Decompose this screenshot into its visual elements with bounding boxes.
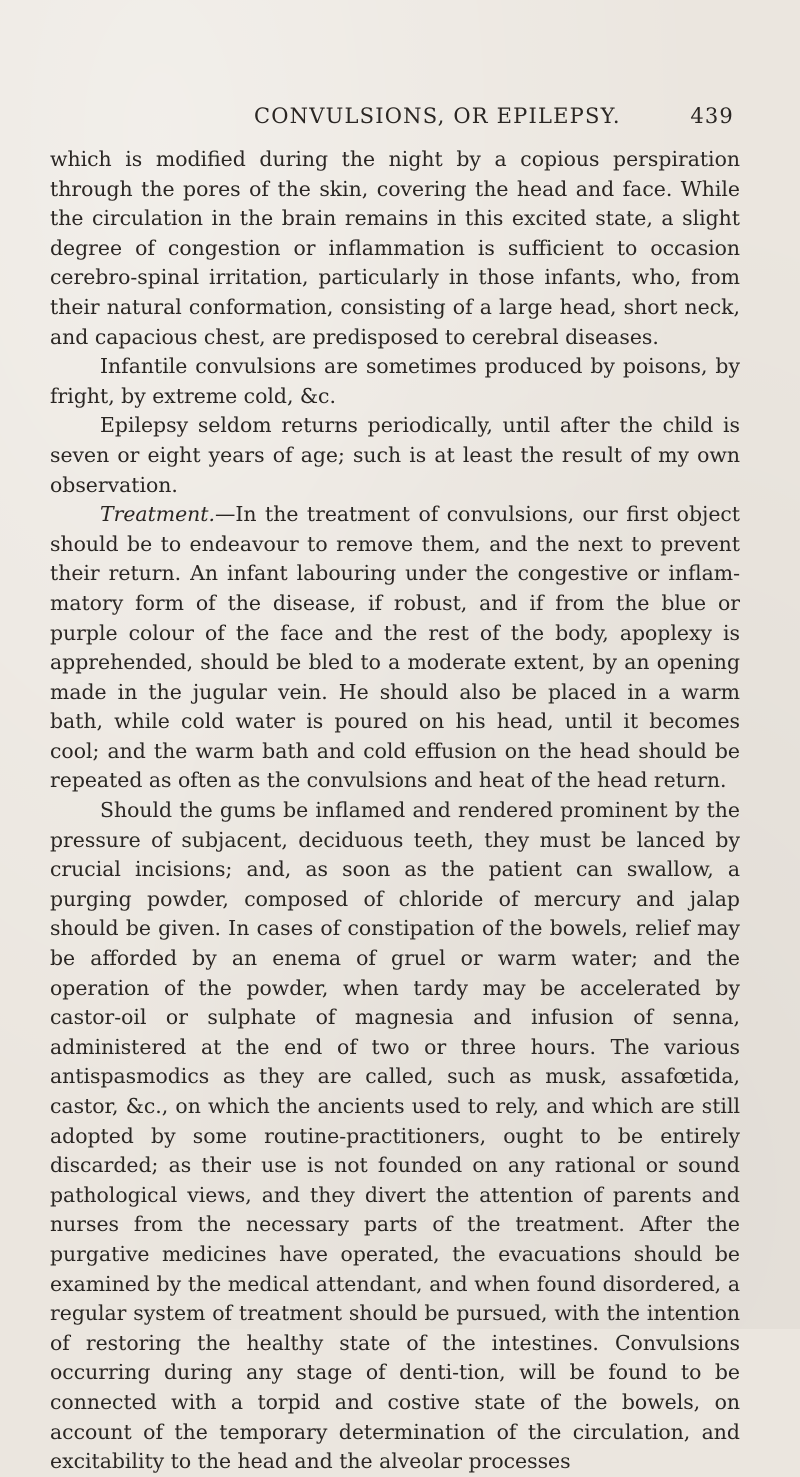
paragraph-gums: Should the gums be inflamed and rendered prominent by the pressure of subjacent, deciduous teeth, they must be lanced by crucial incisions; and, as soon as the patient can swallow, a purging powder, composed of chloride of mercury and jalap should be given. In cases of constipation of the bowels, relief may be afforded by an enema of gruel or warm water; and the operation of the powder, when tardy may be accelerated by castor-oil or sulphate of magnesia and infusion of senna, administered at the end of two or three hours. The various antispasmodics as they are called, such as musk, assafœtida, castor, &c., on which the ancients used to rely, and which are still adopted by some routine-practitioners, ought to be entirely discarded; as their use is not founded on any rational or sound pathological views, and they divert the attention of parents and nurses from the necessary parts of the treatment. After the purgative medicines have operated, the evacuations should be examined by the medical attendant, and when found disordered, a regular system of treatment should be pursued, with the intention of restoring the healthy state of the intestines. Convulsions occurring during any stage of denti-tion, will be found to be connected with a torpid and costive state of the bowels, on account of the temporary determination of the circulation, and excitability to the head and the alveolar processes: [50, 798, 740, 1474]
treatment-text: —In the treatment of convulsions, our first object should be to endeavour to remove them, and the next to prevent their return. An infant labouring under the congestive or inflam-matory form of the disease, if robust, and if from the blue or purple colour of the face and the rest of the body, apoplexy is apprehended, should be bled to a moderate extent, by an opening made in the jugular vein. He should also be placed in a warm bath, while cold water is poured on his head, until it becomes cool; and the warm bath and cold effusion on the head should be repeated as often as the convulsions and heat of the head return.: [50, 502, 740, 793]
page-header: [254, 104, 734, 134]
paragraph-epilepsy: Epilepsy seldom returns periodically, until after the child is seven or eight years of age; such is at least the result of my own observation.: [50, 413, 740, 497]
paragraph-infantile-convulsions: Infantile convulsions are sometimes produced by poisons, by fright, by extreme cold, &c.: [50, 354, 740, 408]
treatment-label: Treatment.: [100, 502, 215, 527]
paragraph-continuation: which is modified during the night by a copious perspiration through the pores of the skin, covering the head and face. While the circulation in the brain remains in this excited state, a slight degree of congestion or inflammation is sufficient to occasion cerebro-spinal irritation, particularly in those infants, who, from their natural conformation, consisting of a large head, short neck, and capacious chest, are predisposed to cerebral diseases.: [50, 147, 740, 349]
running-title: CONVULSIONS, OR EPILEPSY.: [254, 104, 621, 128]
paragraph-treatment: [50, 500, 740, 796]
body-text: [50, 145, 740, 1477]
page-number: 439: [690, 104, 734, 128]
